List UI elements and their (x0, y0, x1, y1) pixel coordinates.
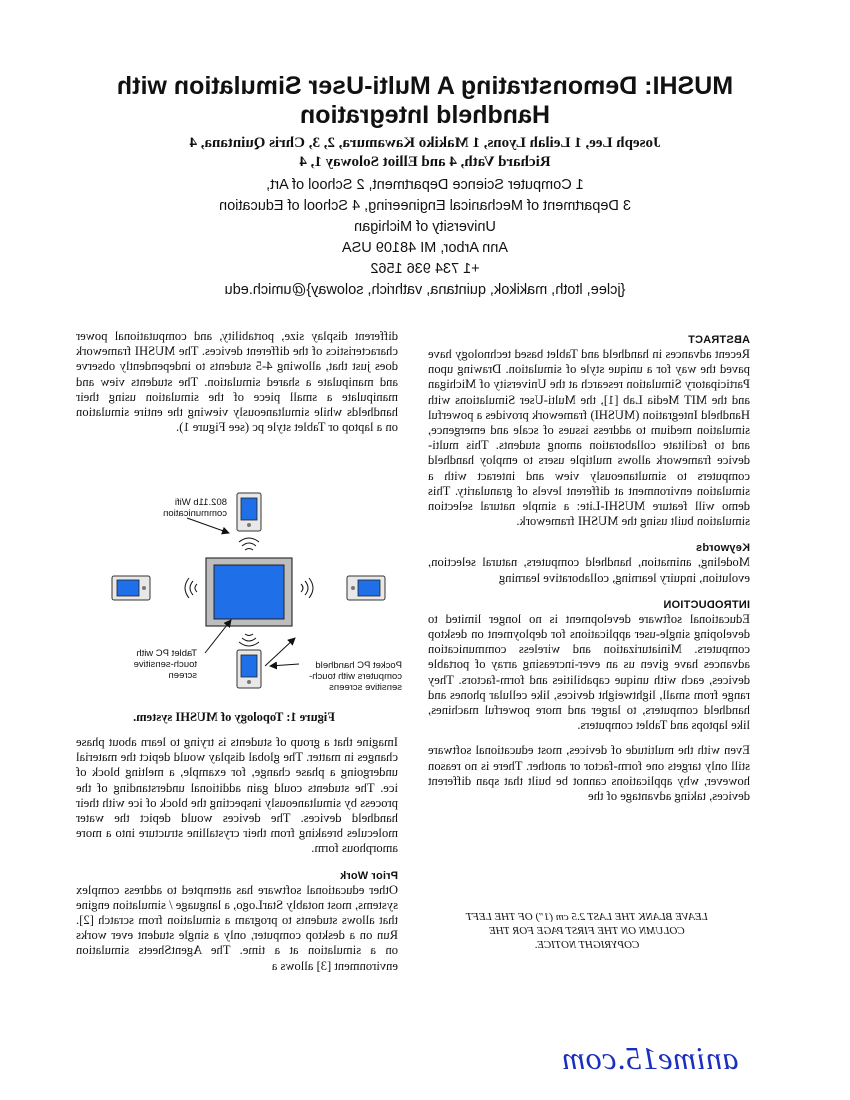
prior-work-heading: Prior Work (339, 869, 398, 882)
affiliation-line: +1 734 936 1562 (370, 261, 480, 277)
abstract-text: Recent advances in handheld and Tablet based technology have paved the way for a unique style of simulation. Drawing upon Participatory Simulation research at the University of Michigan and the MIT Media Lab [1], the Multi-User Simulations with Handheld Integration (MUSHI) framework provides a powerful simulation medium to address issues of scale and emergence, and to facilitate collaboration among students. This multi-device framework allows multiple users to employ handheld computers to simultaneously view and interact with a simulation environment at different levels of granularity. This demo will feature MUSHI-Lite: a simple natural selection simulation built using the MUSHI framework. (428, 347, 750, 529)
affiliation-line: University of Michigan (354, 219, 496, 235)
author-line-2: Richard Vath, 4 and Elliot Soloway 1, 4 (299, 154, 551, 170)
pocket-pc-icon (347, 576, 385, 600)
affiliation-line: 3 Department of Mechanical Engineering, 4 School of Education (219, 198, 631, 214)
affiliation-line: 1 Computer Science Department, 2 School of Art, (266, 177, 584, 193)
wifi-label: 802.11b Wifi (174, 497, 227, 508)
wifi-label: communication (163, 508, 227, 519)
right-column-top (76, 329, 398, 435)
abstract-heading: ABSTRACT (687, 334, 750, 346)
author-line-1: Joseph Lee, 1 Leilah Lyons, 1 Makiko Kawamura, 2, 3, Chris Quintana, 4 (189, 135, 661, 151)
prior-work-text: Other educational software has attempted to address complex systems, most notably StarLogo, a language / simulation engine that allows students to program a simulation from scratch [2]. Run on a desktop computer, only a single student ever works on a simulation at a time. The AgentSheets simulation environment [3] allows a (76, 882, 398, 973)
pocket-callout-arrow (265, 638, 295, 666)
tablet-label: Tablet PC with (136, 648, 197, 659)
body-paragraph: Imagine that a group of students is trying to learn about phase changes in matter. The global display would depict the material undergoing a phase change, for example, a melting block of ice. The students could gain additional understanding of the process by simultaneously inspecting the block of ice with their handheld devices. The devices would depict the water molecules breaking from their crystalline structure into a more amorphous form. (76, 735, 398, 856)
copyright-notice: LEAVE BLANK THE LAST 2.5 cm (1") OF THE LEFT COLUMN ON THE FIRST PAGE FOR THE COPYRIGHT NOTICE. (466, 911, 708, 951)
tablet-label: touch-sensitive (133, 659, 197, 670)
keywords-heading: Keywords (695, 542, 750, 555)
pocket-pc-icon (237, 493, 261, 531)
author-list (100, 134, 750, 172)
pocket-label: Pocket PC handheld (315, 660, 402, 671)
pocket-label: computers with touch- (309, 671, 402, 682)
topology-diagram (75, 488, 405, 706)
figure-caption: Figure 1: Topology of MUSHI system. (133, 710, 335, 724)
pocket-label: sensitive screens (329, 682, 402, 693)
email-line: {jclee, ltoth, makikok, quintana, vathrich, soloway}@umich.edu (224, 282, 626, 298)
paper-title: MUSHI: Demonstrating A Multi-User Simulation with Handheld Integration (116, 72, 734, 129)
tablet-pc-icon (206, 558, 292, 626)
keywords-text: Modeling, animation, handheld computers, natural selection, evolution, inquiry learning, collaborative learning (428, 555, 750, 585)
introduction-paragraph: Even with the multitude of devices, most educational software still only targets one form-factor or another. There is no reason however, why applications cannot be built that span different devices, taking advantage of the (428, 743, 750, 804)
wifi-callout-arrow (187, 518, 229, 533)
body-paragraph: different display size, portability, and computational power characteristics of the different devices. The MUSHI framework does just that, allowing 4-5 students to independently observe and manipulate a shared simulation. The students view and manipulate a small piece of the simulation using their handhelds while simultaneously viewing the entire simulation on a laptop or Tablet style pc (see Figure 1). (76, 329, 398, 435)
introduction-heading: INTRODUCTION (663, 598, 750, 611)
pocket-pc-icon (112, 576, 150, 600)
right-column-bottom (76, 735, 398, 974)
watermark: anime15.com (561, 1040, 739, 1076)
topology-figure (75, 488, 405, 706)
tablet-label: screen (168, 670, 197, 681)
pocket-callout-arrow (270, 664, 299, 666)
introduction-paragraph: Educational software development is no longer limited to developing single-user applications for deployment on desktop computers. Miniaturization and wireless communication advances have given us an ever-increasing array of portable devices, each with unique capabilities and form-factors. They range from small, lightweight devices, like cellular phones and handheld computers, to larger and more powerful machines, like laptops and Tablet computers. (428, 611, 750, 733)
left-column (428, 333, 750, 804)
affiliation-block (100, 175, 750, 301)
affiliation-line: Ann Arbor, MI 48109 USA (341, 240, 509, 256)
pocket-pc-icon (237, 650, 261, 688)
